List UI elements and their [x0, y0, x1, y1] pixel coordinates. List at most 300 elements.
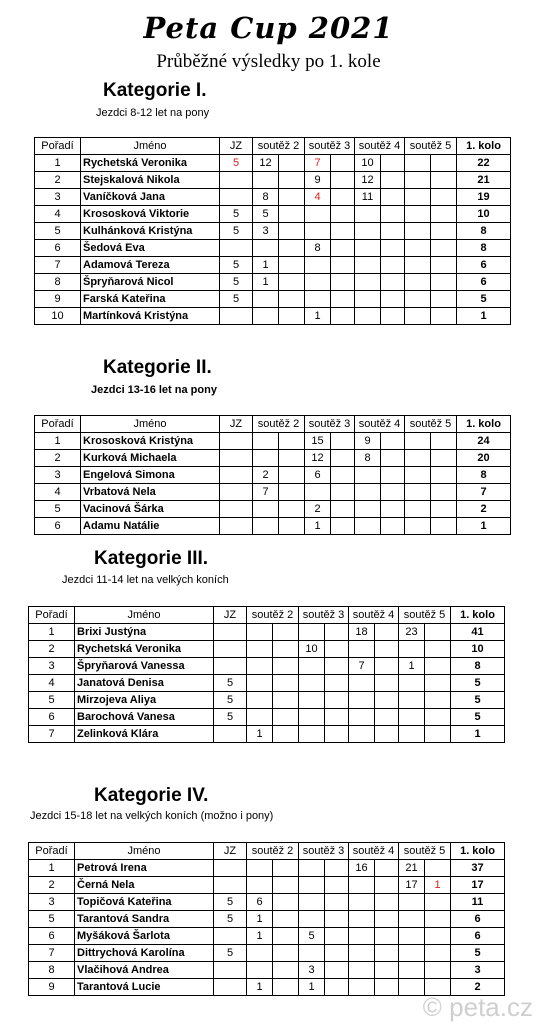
table-row [29, 945, 505, 962]
cell-s2a [247, 675, 273, 692]
cell-s3a [299, 877, 325, 894]
cell-s4b [375, 979, 399, 996]
cell-total: 8 [457, 240, 511, 257]
cell-total: 2 [451, 979, 505, 996]
table-row [29, 692, 505, 709]
column-header: soutěž 4 [349, 843, 399, 860]
cell-s4b [381, 240, 405, 257]
cell-s5b [431, 155, 457, 172]
table-row [35, 484, 511, 501]
cell-s3a: 9 [305, 172, 331, 189]
column-header: JZ [214, 843, 247, 860]
cell-rank: 8 [35, 274, 81, 291]
cell-s3a [299, 945, 325, 962]
cell-total: 5 [451, 692, 505, 709]
cell-s2a [253, 518, 279, 535]
cell-s5b [431, 257, 457, 274]
cell-total: 10 [451, 641, 505, 658]
cell-s3b [325, 945, 349, 962]
cell-jz: 5 [220, 223, 253, 240]
cell-jz [214, 979, 247, 996]
cell-s3b [325, 726, 349, 743]
cell-s2b [273, 641, 299, 658]
cell-s2a [247, 658, 273, 675]
column-header: soutěž 3 [299, 843, 349, 860]
cell-rank: 9 [35, 291, 81, 308]
cell-s2a: 1 [247, 911, 273, 928]
cell-s2b [273, 658, 299, 675]
cell-name: Černá Nela [75, 877, 214, 894]
cell-jz: 5 [214, 709, 247, 726]
cell-s3a: 1 [305, 518, 331, 535]
cell-s5a: 23 [399, 624, 425, 641]
cell-rank: 1 [35, 433, 81, 450]
cell-name: Špryňarová Vanessa [75, 658, 214, 675]
cell-s5a [399, 692, 425, 709]
cell-s4a [349, 726, 375, 743]
table-row [35, 240, 511, 257]
cell-s4b [375, 877, 399, 894]
cell-name: Špryňarová Nicol [81, 274, 220, 291]
cell-s3b [331, 223, 355, 240]
cell-s5b [431, 433, 457, 450]
cell-s5a [405, 257, 431, 274]
cell-s4a [349, 692, 375, 709]
cell-rank: 2 [35, 172, 81, 189]
cell-s5b [431, 484, 457, 501]
cell-s4a [349, 945, 375, 962]
cell-s4b [375, 726, 399, 743]
cell-name: Rychetská Veronika [75, 641, 214, 658]
cell-s2b [273, 877, 299, 894]
cell-jz [214, 860, 247, 877]
cell-s2b [279, 257, 305, 274]
cell-s5b [425, 709, 451, 726]
cell-s5a [405, 189, 431, 206]
cell-jz: 5 [220, 155, 253, 172]
cell-s4a [355, 518, 381, 535]
column-header: Jméno [81, 416, 220, 433]
column-header: soutěž 5 [399, 843, 451, 860]
cell-rank: 4 [35, 206, 81, 223]
cell-s3a [299, 860, 325, 877]
cell-total: 5 [451, 675, 505, 692]
cell-name: Dittrychová Karolína [75, 945, 214, 962]
cell-s4a [349, 979, 375, 996]
cell-s5a [405, 240, 431, 257]
cell-s4a [355, 257, 381, 274]
cell-s5a [399, 641, 425, 658]
cell-s2b [279, 450, 305, 467]
cell-total: 6 [457, 274, 511, 291]
watermark: © peta.cz [422, 992, 533, 1022]
cell-jz [220, 433, 253, 450]
table-row [35, 308, 511, 325]
cell-rank: 5 [35, 223, 81, 240]
cell-name: Šedová Eva [81, 240, 220, 257]
cell-s3b [325, 911, 349, 928]
cell-s3a: 1 [305, 308, 331, 325]
table-row [29, 877, 505, 894]
table-row [35, 518, 511, 535]
cell-s5b [425, 894, 451, 911]
cell-s2b [279, 291, 305, 308]
cell-rank: 3 [35, 189, 81, 206]
cell-rank: 5 [29, 911, 75, 928]
cell-name: Stejskalová Nikola [81, 172, 220, 189]
cell-s3a: 2 [305, 501, 331, 518]
table-row [29, 641, 505, 658]
cell-s5b [431, 172, 457, 189]
cell-s4a [355, 274, 381, 291]
cell-rank: 1 [35, 155, 81, 172]
cell-total: 22 [457, 155, 511, 172]
cell-s2b [279, 308, 305, 325]
table-row [35, 450, 511, 467]
cell-total: 24 [457, 433, 511, 450]
cell-total: 1 [451, 726, 505, 743]
column-header: soutěž 2 [247, 843, 299, 860]
cell-jz: 5 [220, 274, 253, 291]
cell-s2b [273, 675, 299, 692]
cell-s3a [305, 274, 331, 291]
cell-s3a [305, 484, 331, 501]
category-description: Jezdci 8-12 let na pony [96, 107, 210, 119]
category-title: Kategorie III. [94, 548, 209, 569]
cell-s3a: 8 [305, 240, 331, 257]
cell-jz: 5 [214, 911, 247, 928]
cell-s4b [375, 911, 399, 928]
table-row [29, 860, 505, 877]
cell-s5a [405, 172, 431, 189]
page-subtitle: Průběžné výsledky po 1. kole [156, 51, 381, 72]
column-header: soutěž 5 [399, 607, 451, 624]
cell-s2a: 12 [253, 155, 279, 172]
cell-s4b [381, 433, 405, 450]
cell-jz [220, 484, 253, 501]
cell-s5a [405, 155, 431, 172]
cell-s5a: 1 [399, 658, 425, 675]
category-title: Kategorie IV. [94, 785, 209, 806]
table-row [35, 467, 511, 484]
cell-rank: 6 [29, 928, 75, 945]
cell-s3b [325, 962, 349, 979]
cell-s2a [253, 433, 279, 450]
table-row [35, 206, 511, 223]
cell-s4b [381, 467, 405, 484]
cell-rank: 10 [35, 308, 81, 325]
table-row [35, 155, 511, 172]
column-header: Pořadí [35, 138, 81, 155]
cell-s2b [273, 860, 299, 877]
cell-s5b [431, 274, 457, 291]
cell-s5b [431, 206, 457, 223]
cell-s3a [305, 257, 331, 274]
cell-s5a [405, 518, 431, 535]
cell-s4b [375, 709, 399, 726]
cell-jz [214, 624, 247, 641]
cell-s5b [431, 291, 457, 308]
cell-name: Tarantová Sandra [75, 911, 214, 928]
cell-s3b [331, 467, 355, 484]
cell-name: Mirzojeva Aliya [75, 692, 214, 709]
cell-rank: 3 [29, 658, 75, 675]
cell-name: Farská Kateřina [81, 291, 220, 308]
cell-total: 7 [457, 484, 511, 501]
cell-s5b [431, 308, 457, 325]
cell-jz: 5 [220, 257, 253, 274]
cell-s4a [349, 675, 375, 692]
cell-rank: 5 [29, 692, 75, 709]
column-header: soutěž 2 [253, 138, 305, 155]
cell-s4a [355, 291, 381, 308]
table-header [29, 843, 505, 860]
cell-s5a [399, 911, 425, 928]
cell-s4b [375, 894, 399, 911]
cell-s3b [325, 894, 349, 911]
cell-total: 19 [457, 189, 511, 206]
cell-s2a [247, 641, 273, 658]
cell-s3b [331, 172, 355, 189]
cell-s3b [325, 877, 349, 894]
cell-s4b [381, 291, 405, 308]
cell-s4b [375, 962, 399, 979]
cell-s2a [253, 308, 279, 325]
cell-s4b [375, 945, 399, 962]
cell-s3b [325, 624, 349, 641]
cell-rank: 1 [29, 860, 75, 877]
cell-s4b [381, 450, 405, 467]
cell-s5b [431, 189, 457, 206]
cell-s5a [399, 894, 425, 911]
cell-s2a [247, 692, 273, 709]
cell-s2b [279, 501, 305, 518]
cell-s2b [279, 467, 305, 484]
cell-s4b [381, 206, 405, 223]
cell-s2b [279, 155, 305, 172]
results-table [34, 415, 511, 535]
cell-jz [214, 877, 247, 894]
cell-name: Brixi Justýna [75, 624, 214, 641]
cell-s2a: 1 [253, 257, 279, 274]
column-header: soutěž 3 [305, 138, 355, 155]
column-header: soutěž 5 [405, 138, 457, 155]
cell-s2b [273, 962, 299, 979]
cell-s4a [355, 308, 381, 325]
cell-s5b [431, 518, 457, 535]
cell-s4b [381, 223, 405, 240]
cell-name: Rychetská Veronika [81, 155, 220, 172]
cell-rank: 6 [29, 709, 75, 726]
cell-total: 17 [451, 877, 505, 894]
cell-s2a [247, 860, 273, 877]
table-row [29, 962, 505, 979]
cell-s5a [399, 675, 425, 692]
cell-s2a [247, 945, 273, 962]
column-header: Jméno [75, 843, 214, 860]
cell-rank: 3 [35, 467, 81, 484]
cell-name: Martínková Kristýna [81, 308, 220, 325]
cell-s4a [349, 911, 375, 928]
cell-s2b [279, 433, 305, 450]
cell-s2a [247, 709, 273, 726]
cell-s4b [375, 928, 399, 945]
results-table [34, 137, 511, 325]
cell-name: Myšáková Šarlota [75, 928, 214, 945]
cell-name: Krososková Kristýna [81, 433, 220, 450]
cell-s3b [331, 257, 355, 274]
cell-s3a [299, 658, 325, 675]
cell-s3a [299, 911, 325, 928]
cell-s3b [325, 860, 349, 877]
cell-jz: 5 [220, 291, 253, 308]
cell-jz [220, 189, 253, 206]
cell-rank: 8 [29, 962, 75, 979]
cell-s3a: 6 [305, 467, 331, 484]
cell-rank: 1 [29, 624, 75, 641]
cell-jz: 5 [214, 675, 247, 692]
category-title: Kategorie II. [103, 357, 212, 378]
cell-s2a [253, 240, 279, 257]
cell-s5a [405, 433, 431, 450]
cell-s5b [425, 692, 451, 709]
cell-s5b [425, 624, 451, 641]
cell-s2a [253, 172, 279, 189]
cell-s5a [405, 484, 431, 501]
column-header: JZ [214, 607, 247, 624]
cell-total: 8 [457, 223, 511, 240]
cell-s5a [399, 962, 425, 979]
cell-s4a [355, 240, 381, 257]
column-header: soutěž 4 [355, 416, 405, 433]
cell-total: 20 [457, 450, 511, 467]
cell-s5a [405, 450, 431, 467]
cell-s3a: 3 [299, 962, 325, 979]
column-header: soutěž 3 [305, 416, 355, 433]
cell-jz [220, 450, 253, 467]
cell-s4a [349, 709, 375, 726]
cell-s2a [253, 450, 279, 467]
cell-s4a [349, 894, 375, 911]
cell-total: 5 [451, 709, 505, 726]
cell-s2a [253, 291, 279, 308]
cell-s2b [273, 894, 299, 911]
cell-jz [220, 308, 253, 325]
cell-s5a [405, 308, 431, 325]
cell-total: 1 [457, 308, 511, 325]
cell-s4b [381, 274, 405, 291]
cell-s5b [431, 501, 457, 518]
cell-s2a: 1 [247, 928, 273, 945]
cell-name: Topičová Kateřina [75, 894, 214, 911]
cell-s2b [273, 928, 299, 945]
cell-rank: 4 [35, 484, 81, 501]
cell-s4a: 12 [355, 172, 381, 189]
cell-s3a [305, 206, 331, 223]
cell-total: 5 [457, 291, 511, 308]
cell-s3b [331, 501, 355, 518]
column-header: soutěž 2 [253, 416, 305, 433]
column-header: Jméno [75, 607, 214, 624]
cell-s2a [247, 877, 273, 894]
table-row [35, 172, 511, 189]
cell-jz [214, 928, 247, 945]
cell-rank: 5 [35, 501, 81, 518]
cell-jz [220, 172, 253, 189]
cell-name: Vacinová Šárka [81, 501, 220, 518]
cell-name: Krososková Viktorie [81, 206, 220, 223]
cell-s3a: 4 [305, 189, 331, 206]
cell-jz: 5 [214, 692, 247, 709]
cell-s3a [299, 692, 325, 709]
cell-s4a: 8 [355, 450, 381, 467]
cell-s4a [349, 962, 375, 979]
cell-s2b [279, 189, 305, 206]
table-row [35, 501, 511, 518]
cell-s3b [331, 274, 355, 291]
cell-total: 6 [457, 257, 511, 274]
column-header: Pořadí [29, 843, 75, 860]
cell-total: 6 [451, 911, 505, 928]
cell-s4a: 16 [349, 860, 375, 877]
cell-s3b [331, 518, 355, 535]
cell-s3a [299, 624, 325, 641]
cell-s4b [381, 155, 405, 172]
cell-total: 5 [451, 945, 505, 962]
cell-total: 3 [451, 962, 505, 979]
cell-rank: 3 [29, 894, 75, 911]
cell-rank: 2 [29, 641, 75, 658]
cell-s2b [273, 911, 299, 928]
cell-jz [220, 467, 253, 484]
cell-s2a: 8 [253, 189, 279, 206]
cell-name: Engelová Simona [81, 467, 220, 484]
cell-s2a: 1 [253, 274, 279, 291]
table-row [35, 257, 511, 274]
cell-jz [214, 641, 247, 658]
cell-total: 41 [451, 624, 505, 641]
cell-name: Adamu Natálie [81, 518, 220, 535]
category-title: Kategorie I. [103, 80, 207, 101]
table-row [29, 675, 505, 692]
cell-s4b [381, 501, 405, 518]
cell-s5a [405, 467, 431, 484]
cell-rank: 2 [29, 877, 75, 894]
cell-s5b [425, 962, 451, 979]
cell-s2b [279, 172, 305, 189]
table-row [29, 624, 505, 641]
cell-s4b [375, 860, 399, 877]
cell-s5a [405, 501, 431, 518]
cell-s3a [299, 726, 325, 743]
cell-total: 37 [451, 860, 505, 877]
cell-s3b [325, 928, 349, 945]
column-header: Jméno [81, 138, 220, 155]
table-row [29, 894, 505, 911]
cell-s5a [399, 979, 425, 996]
cell-jz: 5 [214, 894, 247, 911]
cell-s3b [331, 240, 355, 257]
table-row [35, 291, 511, 308]
column-header: soutěž 4 [355, 138, 405, 155]
cell-s3b [331, 291, 355, 308]
table-row [29, 911, 505, 928]
cell-s2b [279, 518, 305, 535]
table-header [35, 138, 511, 155]
cell-s4a: 11 [355, 189, 381, 206]
cell-s5b: 1 [425, 877, 451, 894]
cell-total: 8 [451, 658, 505, 675]
